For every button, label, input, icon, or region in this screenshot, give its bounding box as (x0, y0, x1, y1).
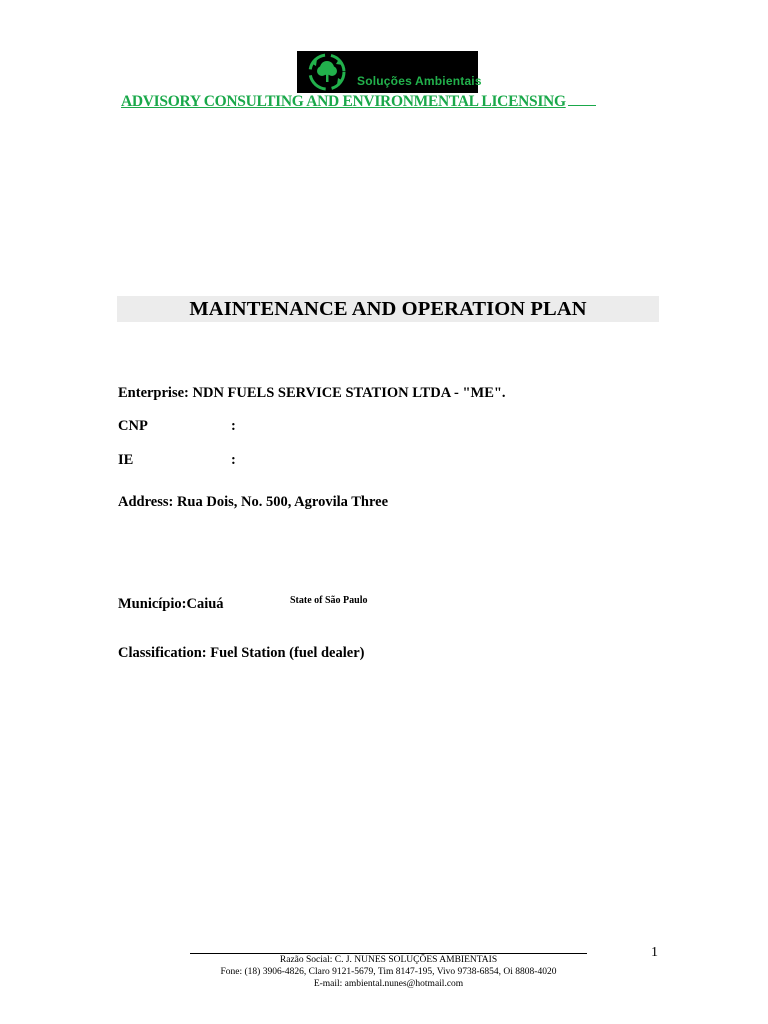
enterprise-field: Enterprise: NDN FUELS SERVICE STATION LTDA - "ME". (118, 385, 506, 401)
logo-wordmark: Soluções Ambientais (357, 74, 482, 88)
tagline-text: ADVISORY CONSULTING AND ENVIRONMENTAL LICENSING (121, 93, 566, 110)
state-field: State of São Paulo (290, 595, 368, 606)
footer-email: E-mail: ambiental.nunes@hotmail.com (313, 979, 464, 989)
footer-phones: Fone: (18) 3906-4826, Claro 9121-5679, Tim 8147-195, Vivo 9738-6854, Oi 8808-4020 (220, 967, 557, 977)
title-band (117, 296, 659, 322)
ie-label: IE (118, 452, 134, 468)
classification-field: Classification: Fuel Station (fuel dealer) (118, 645, 365, 661)
recycle-tree-icon (299, 53, 355, 91)
page-number: 1 (651, 945, 658, 960)
municipio-field: Município:Caiuá (118, 596, 224, 612)
address-field: Address: Rua Dois, No. 500, Agrovila Three (118, 494, 389, 510)
cnp-label: CNP (118, 418, 148, 434)
footer-company: Razão Social: C. J. NUNES SOLUÇÕES AMBIENTAIS (279, 955, 498, 965)
ie-colon: : (231, 452, 236, 468)
cnp-colon: : (231, 418, 236, 434)
tagline-underline (568, 93, 596, 106)
company-logo (297, 51, 482, 93)
document-title: MAINTENANCE AND OPERATION PLAN (189, 298, 587, 320)
company-tagline (121, 93, 655, 111)
